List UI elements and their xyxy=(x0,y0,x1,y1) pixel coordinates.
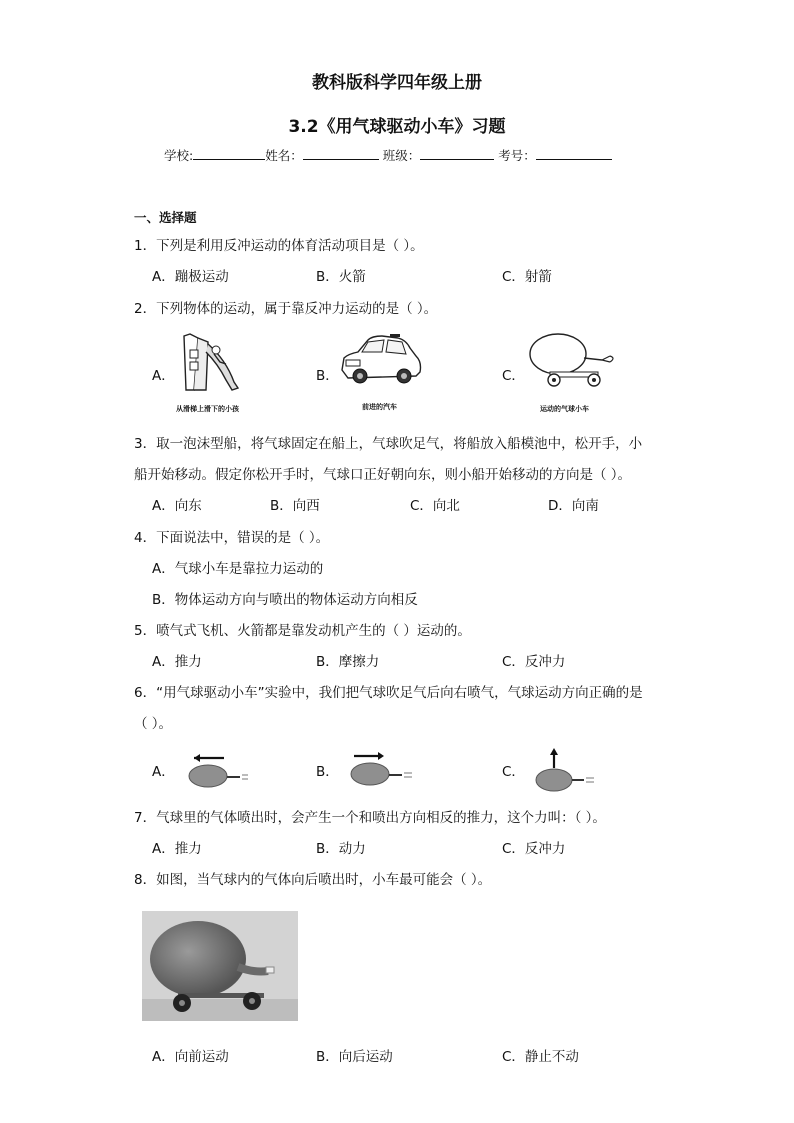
question-8-option-b[interactable]: B．向后运动 xyxy=(316,1049,393,1065)
question-3-option-a[interactable]: A．向东 xyxy=(152,498,202,514)
question-2-option-a[interactable]: A． xyxy=(152,368,175,384)
question-2-caption-a: 从滑梯上滑下的小孩 xyxy=(176,405,239,413)
slide-child-illustration xyxy=(176,330,242,394)
question-3-option-b[interactable]: B．向西 xyxy=(270,498,320,514)
question-7-option-a[interactable]: A．推力 xyxy=(152,841,202,857)
page-subtitle: 3.2《用气球驱动小车》习题 xyxy=(288,117,506,137)
class-blank[interactable] xyxy=(420,146,494,160)
question-8-stem: 8．如图，当气球内的气体向后喷出时，小车最可能会（ ）。 xyxy=(134,872,492,888)
question-2-caption-b: 前进的汽车 xyxy=(362,403,397,411)
question-5-option-a[interactable]: A．推力 xyxy=(152,654,202,670)
name-label: 姓名： xyxy=(265,148,303,163)
school-blank[interactable] xyxy=(193,146,265,160)
car-illustration xyxy=(338,332,424,388)
question-4-stem: 4．下面说法中，错误的是（ ）。 xyxy=(134,530,330,546)
question-4-option-a[interactable]: A．气球小车是靠拉力运动的 xyxy=(152,561,324,577)
class-label: 班级： xyxy=(382,148,421,163)
question-3-stem-line-1: 3．取一泡沫型船，将气球固定在船上，气球吹足气，将船放入船模池中，松开手，小 xyxy=(134,436,643,452)
question-6-stem-line-1: 6．“用气球驱动小车”实验中，我们把气球吹足气后向右喷气，气球运动方向正确的是 xyxy=(134,685,643,701)
question-2-stem: 2．下列物体的运动，属于靠反冲力运动的是（ ）。 xyxy=(134,301,438,317)
number-blank[interactable] xyxy=(536,146,612,160)
balloon-right-arrow-icon xyxy=(346,748,426,790)
name-blank[interactable] xyxy=(303,146,379,160)
question-1-option-a[interactable]: A．蹦极运动 xyxy=(152,269,229,285)
question-3-option-d[interactable]: D．向南 xyxy=(548,498,599,514)
section-title: 一、选择题 xyxy=(134,210,197,225)
question-8-option-c[interactable]: C．静止不动 xyxy=(502,1049,579,1065)
balloon-car-photo xyxy=(142,911,298,1021)
balloon-car-illustration xyxy=(524,328,624,390)
question-7-option-b[interactable]: B．动力 xyxy=(316,841,366,857)
question-6-option-c[interactable]: C． xyxy=(502,764,525,780)
question-2-option-c[interactable]: C． xyxy=(502,368,525,384)
question-6-option-a[interactable]: A． xyxy=(152,764,175,780)
info-line xyxy=(164,146,612,164)
question-2-caption-c: 运动的气球小车 xyxy=(540,405,589,413)
question-7-stem: 7．气球里的气体喷出时，会产生一个和喷出方向相反的推力，这个力叫：（ ）。 xyxy=(134,810,606,826)
question-2-option-b[interactable]: B． xyxy=(316,368,339,384)
question-5-option-b[interactable]: B．摩擦力 xyxy=(316,654,380,670)
question-1-option-b[interactable]: B．火箭 xyxy=(316,269,366,285)
number-label: 考号： xyxy=(498,148,536,163)
balloon-up-arrow-icon xyxy=(532,746,612,794)
question-3-option-c[interactable]: C．向北 xyxy=(410,498,460,514)
question-7-option-c[interactable]: C．反冲力 xyxy=(502,841,566,857)
question-3-stem-line-2: 船开始移动。假定你松开手时，气球口正好朝向东，则小船开始移动的方向是（ ）。 xyxy=(134,467,632,483)
question-6-stem-line-2: （ ）。 xyxy=(134,716,173,732)
page-title: 教科版科学四年级上册 xyxy=(312,73,482,93)
question-6-option-b[interactable]: B． xyxy=(316,764,339,780)
question-1-stem: 1．下列是利用反冲运动的体育活动项目是（ ）。 xyxy=(134,238,424,254)
question-1-option-c[interactable]: C．射箭 xyxy=(502,269,552,285)
question-5-option-c[interactable]: C．反冲力 xyxy=(502,654,566,670)
question-4-option-b[interactable]: B．物体运动方向与喷出的物体运动方向相反 xyxy=(152,592,418,608)
question-8-option-a[interactable]: A．向前运动 xyxy=(152,1049,229,1065)
question-5-stem: 5．喷气式飞机、火箭都是靠发动机产生的（ ）运动的。 xyxy=(134,623,471,639)
balloon-left-arrow-icon xyxy=(184,750,264,790)
school-label: 学校: xyxy=(164,148,194,163)
